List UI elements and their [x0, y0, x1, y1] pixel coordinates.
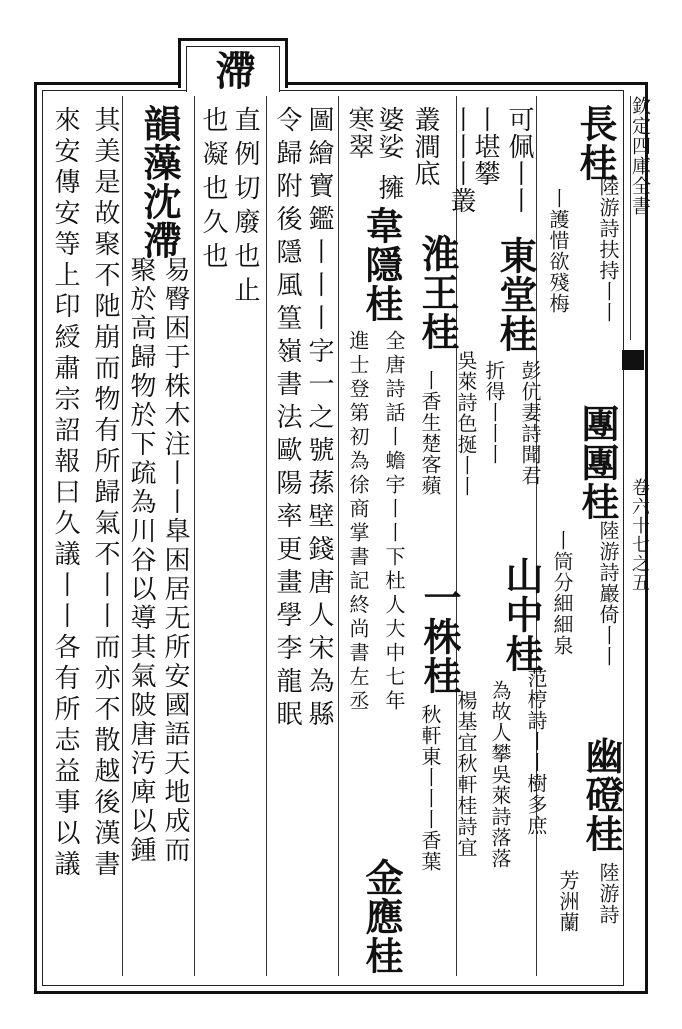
column-7-text-b: 擁	[374, 174, 404, 201]
column-6-heading-a: 淮王桂	[415, 234, 460, 351]
column-rule	[338, 96, 339, 976]
column-6-note-b: 楊基宜秋軒桂詩宜	[454, 690, 478, 858]
column-1-heading-a	[573, 104, 618, 182]
column-3-text-a: 可佩丨丨	[504, 106, 534, 214]
entry-heading: 長桂	[573, 104, 618, 182]
side-book-title: 欽定四庫全書	[629, 96, 651, 216]
column-1-note-c: 陸游詩	[596, 862, 620, 925]
column-14-text: 易臀困于株木注丨丨臯困居无所安國語天地成而	[160, 256, 190, 865]
column-12-text: 直例切廢也止	[230, 106, 260, 310]
column-rule	[536, 96, 537, 976]
column-10-text: 圖繪寶鑑丨丨丨字一之號蓀壁錢唐人宋為縣	[304, 106, 334, 733]
column-13-text: 也凝也久也	[198, 106, 228, 276]
column-6-heading-b: 一株桂	[417, 578, 462, 695]
column-1-heading-b: 團團桂	[575, 404, 620, 521]
column-8-note: 全唐詩話丨蟾宇丨丨下杜人大中七年	[382, 330, 406, 714]
column-14-heading-a: 韻藻	[137, 104, 182, 182]
column-3-heading: 山中桂	[499, 556, 544, 673]
column-4-text: 丨堪攀	[470, 106, 500, 187]
column-11-text: 令歸附後隱風篁嶺書法歐陽率更畫學李龍眠	[272, 106, 302, 733]
column-rule	[194, 96, 195, 976]
column-2-note-c: 芳洲蘭	[556, 870, 580, 933]
column-6-note-a: 吳萊詩色挻丨丨	[454, 350, 478, 497]
column-17-text: 來安傳安等上印綬肅宗詔報曰久議丨丨各有所志益事以議	[50, 106, 80, 881]
column-16-text: 其美是故聚不阤崩而物有所歸氣不丨丨而亦不散越後漢書	[90, 106, 120, 881]
column-7-note-a: 丨香生楚客蘋	[418, 370, 442, 496]
column-7-text-a: 婆娑	[374, 106, 404, 160]
column-4-heading: 東堂桂	[493, 236, 538, 353]
column-1-note-a: 陸游詩扶持丨丨	[596, 176, 620, 323]
column-7-note-b: 秋軒東丨丨丨香葉	[418, 704, 442, 872]
column-1-note-b: 陸游詩巖倚丨丨	[596, 520, 620, 667]
column-15-text: 聚於高歸物於下疏為川谷以導其氣陂唐汚庳以鍾	[126, 256, 156, 865]
column-rule	[122, 96, 123, 976]
column-rule	[266, 96, 267, 976]
column-14-heading-b: 沈滯	[137, 182, 182, 260]
column-9-note: 進士登第初為徐商掌書記終尚書左丞	[346, 330, 370, 714]
column-6-text: 丨丨丨叢	[446, 106, 476, 214]
column-8-text: 寒翠	[344, 106, 374, 160]
volume-label: 卷六十七之五	[629, 478, 650, 592]
column-8-heading-b: 金應桂	[359, 858, 404, 975]
column-3-note: 范梈詩丨丨樹多庶	[524, 668, 548, 836]
column-2-note-b: 丨筒分細細泉	[550, 530, 574, 656]
column-4-note-b: 為故人攀吳萊詩落落	[488, 680, 512, 869]
fish-tail-mark	[622, 350, 644, 370]
column-5-text: 叢澗底	[410, 106, 440, 187]
column-8-heading-a: 韋隱桂	[359, 206, 404, 323]
column-1-heading-c: 幽磴桂	[579, 736, 624, 853]
column-2-note-a: 丨護惜欲殘梅	[546, 188, 570, 314]
column-5-note: 折得丨丨丨	[482, 360, 506, 465]
column-4-note-a: 彭伉妻詩聞君	[518, 360, 542, 486]
tab-heading-char: 滯	[209, 50, 256, 91]
